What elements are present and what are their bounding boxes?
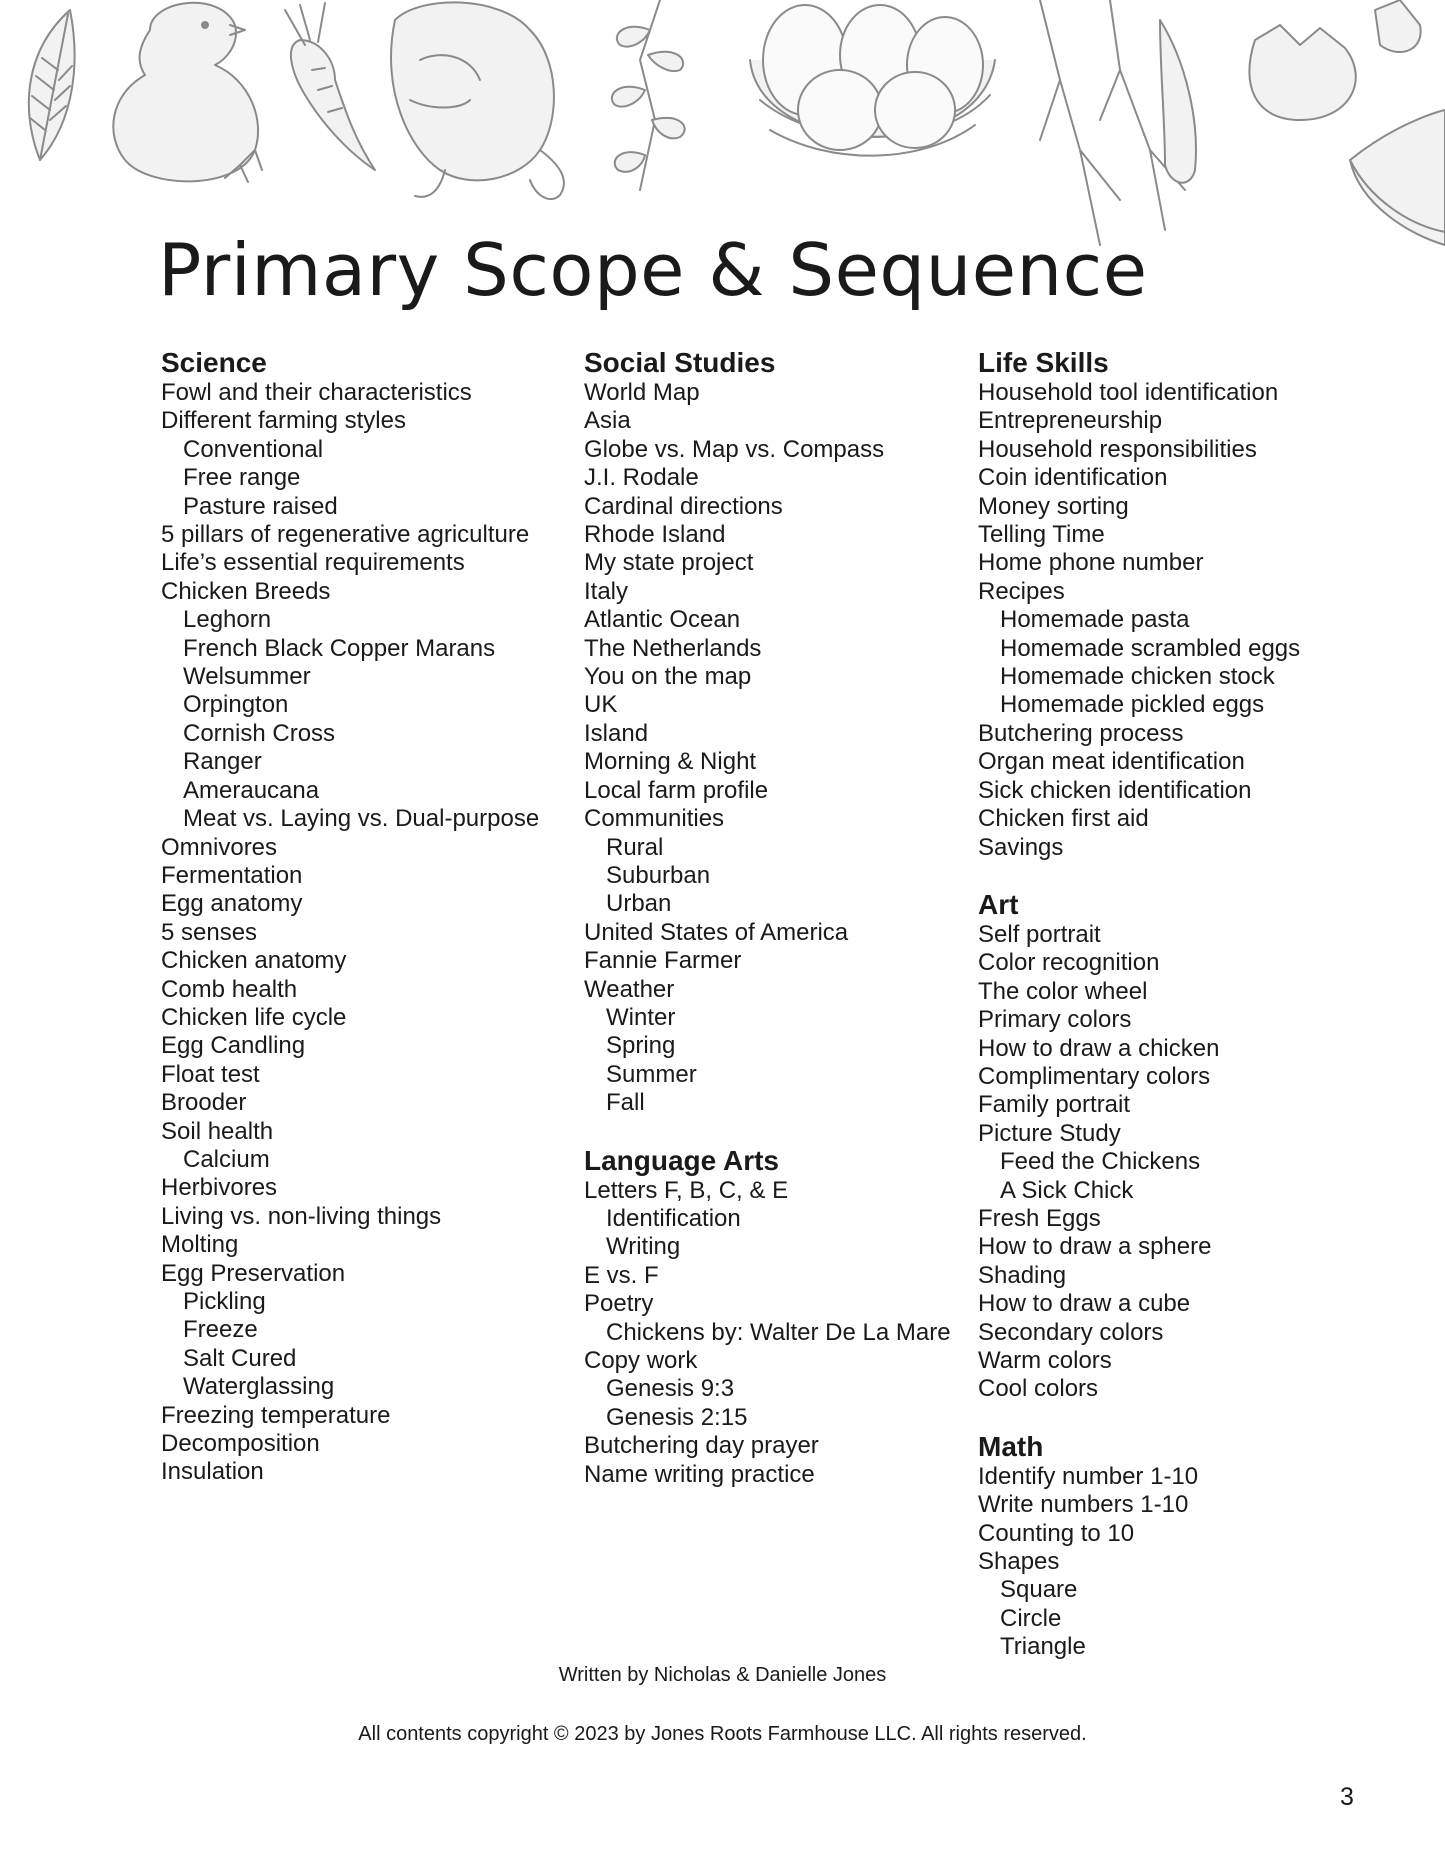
subtopic-item: Fall — [606, 1089, 645, 1117]
topic-item: Herbivores — [161, 1174, 278, 1202]
subtopic-item: Genesis 9:3 — [606, 1375, 735, 1403]
topic-item: Rhode Island — [584, 521, 726, 549]
topic-item: Primary colors — [978, 1006, 1132, 1034]
subtopic-item: Rural — [606, 833, 664, 861]
topic-item: Different farming styles — [161, 407, 406, 435]
topic-item: Recipes — [978, 577, 1065, 605]
topic-item: Chicken anatomy — [161, 947, 347, 975]
topic-item: Molting — [161, 1231, 239, 1259]
subtopic-item: Calcium — [183, 1145, 270, 1173]
topic-list — [584, 379, 974, 1118]
topic-item: Counting to 10 — [978, 1519, 1135, 1547]
subtopic-item: Urban — [606, 890, 672, 918]
topic-item: Savings — [978, 833, 1064, 861]
topic-item: Living vs. non-living things — [161, 1202, 442, 1230]
column-3 — [978, 348, 1378, 1690]
topic-item: E vs. F — [584, 1261, 659, 1289]
topic-item: Telling Time — [978, 521, 1105, 549]
section-heading: Art — [978, 888, 1019, 920]
topic-item: The Netherlands — [584, 634, 762, 662]
cracked-egg-icon — [1249, 0, 1420, 120]
topic-item: Chicken first aid — [978, 805, 1149, 833]
topic-list — [584, 1177, 974, 1489]
topic-item: United States of America — [584, 918, 849, 946]
topic-list — [161, 379, 581, 1487]
section-life-skills — [978, 348, 1378, 862]
topic-item: 5 pillars of regenerative agriculture — [161, 521, 530, 549]
subtopic-item: Winter — [606, 1003, 676, 1031]
topic-item: Sick chicken identification — [978, 776, 1252, 804]
section-heading: Science — [161, 347, 267, 378]
authors-credit: Written by Nicholas & Danielle Jones — [558, 1664, 887, 1686]
section-heading: Life Skills — [978, 347, 1109, 378]
topic-list — [978, 379, 1378, 862]
subtopic-item: Spring — [606, 1032, 676, 1060]
topic-item: UK — [584, 691, 618, 719]
subtopic-item: Homemade pickled eggs — [1000, 691, 1265, 719]
topic-item: Poetry — [584, 1290, 654, 1318]
topic-item: Organ meat identification — [978, 748, 1245, 776]
chick-icon — [113, 3, 262, 182]
section-art — [978, 890, 1378, 1404]
topic-item: Self portrait — [978, 920, 1101, 948]
topic-item: Insulation — [161, 1458, 264, 1486]
copyright-notice: All contents copyright © 2023 by Jones Roots Farmhouse LLC. All rights reserved. — [358, 1723, 1087, 1745]
subtopic-item: Cornish Cross — [183, 719, 336, 747]
subtopic-item: Pasture raised — [183, 492, 338, 520]
topic-item: Soil health — [161, 1117, 274, 1145]
topic-item: Cool colors — [978, 1375, 1099, 1403]
section-heading: Social Studies — [584, 347, 776, 378]
subtopic-item: Free range — [183, 464, 301, 492]
section-language-arts — [584, 1146, 974, 1489]
subtopic-item: Triangle — [1000, 1633, 1086, 1661]
topic-item: Egg Candling — [161, 1032, 306, 1060]
subtopic-item: Orpington — [183, 691, 289, 719]
topic-item: Freezing temperature — [161, 1401, 391, 1429]
topic-item: Cardinal directions — [584, 492, 783, 520]
topic-item: Comb health — [161, 975, 298, 1003]
section-heading: Math — [978, 1430, 1044, 1462]
subtopic-item: Pickling — [183, 1288, 266, 1315]
topic-item: Asia — [584, 407, 631, 435]
topic-item: Name writing practice — [584, 1460, 815, 1488]
topic-item: Float test — [161, 1060, 260, 1088]
subtopic-item: Freeze — [183, 1316, 258, 1344]
topic-item: Morning & Night — [584, 748, 757, 776]
subtopic-item: Ranger — [183, 748, 262, 776]
topic-item: Money sorting — [978, 492, 1129, 520]
subtopic-item: French Black Copper Marans — [183, 634, 496, 662]
subtopic-item: Conventional — [183, 435, 324, 463]
subtopic-item: Meat vs. Laying vs. Dual-purpose — [183, 805, 540, 833]
subtopic-item: Chickens by: Walter De La Mare — [606, 1318, 951, 1346]
subtopic-item: Genesis 2:15 — [606, 1403, 748, 1431]
subtopic-item: Salt Cured — [183, 1344, 297, 1372]
subtopic-item: Square — [1000, 1576, 1078, 1604]
subtopic-item: Writing — [606, 1233, 681, 1261]
subtopic-item: Suburban — [606, 861, 711, 889]
topic-item: Shading — [978, 1261, 1067, 1289]
topic-item: Island — [584, 719, 649, 747]
topic-item: Chicken life cycle — [161, 1003, 347, 1031]
topic-item: Omnivores — [161, 833, 278, 861]
carrot-icon — [285, 3, 375, 170]
topic-item: Life’s essential requirements — [161, 549, 465, 577]
page-title: Primary Scope & Sequence — [158, 228, 1148, 312]
section-social-studies — [584, 348, 974, 1118]
topic-item: Egg anatomy — [161, 890, 303, 918]
topic-item: Globe vs. Map vs. Compass — [584, 435, 885, 463]
subtopic-item: A Sick Chick — [1000, 1176, 1134, 1204]
topic-item: Fowl and their characteristics — [161, 379, 472, 406]
topic-item: Decomposition — [161, 1430, 320, 1458]
whole-chicken-icon — [391, 2, 564, 199]
topic-item: Butchering day prayer — [584, 1432, 819, 1460]
topic-item: You on the map — [584, 663, 752, 691]
column-1 — [161, 348, 581, 1515]
topic-item: Atlantic Ocean — [584, 606, 741, 634]
subtopic-item: Welsummer — [183, 663, 311, 691]
subtopic-item: Waterglassing — [183, 1373, 335, 1401]
egg-nest-icon — [750, 5, 995, 156]
topic-item: Coin identification — [978, 464, 1168, 492]
topic-item: Color recognition — [978, 949, 1160, 977]
bowl-icon — [1350, 110, 1445, 245]
topic-item: How to draw a sphere — [978, 1233, 1212, 1261]
topic-item: Shapes — [978, 1548, 1060, 1576]
topic-item: My state project — [584, 549, 754, 577]
topic-item: Communities — [584, 805, 725, 833]
topic-item: Fresh Eggs — [978, 1204, 1101, 1232]
topic-item: Fermentation — [161, 861, 303, 889]
subtopic-item: Leghorn — [183, 606, 272, 634]
topic-item: Brooder — [161, 1089, 247, 1117]
topic-item: World Map — [584, 379, 700, 406]
subtopic-item: Summer — [606, 1060, 697, 1088]
topic-item: How to draw a cube — [978, 1290, 1191, 1318]
subtopic-item: Homemade pasta — [1000, 606, 1190, 634]
topic-item: Secondary colors — [978, 1318, 1164, 1346]
topic-item: 5 senses — [161, 918, 258, 946]
section-math — [978, 1432, 1378, 1662]
subtopic-item: Feed the Chickens — [1000, 1148, 1201, 1176]
topic-item: How to draw a chicken — [978, 1034, 1220, 1062]
page-number: 3 — [1340, 1783, 1354, 1811]
topic-item: J.I. Rodale — [584, 464, 699, 492]
topic-item: Write numbers 1-10 — [978, 1491, 1189, 1519]
subtopic-item: Homemade scrambled eggs — [1000, 634, 1301, 662]
topic-item: Identify number 1-10 — [978, 1462, 1199, 1490]
herb-sprig-icon — [612, 0, 685, 190]
section-heading: Language Arts — [584, 1144, 779, 1176]
topic-item: Weather — [584, 975, 675, 1003]
topic-item: Picture Study — [978, 1119, 1121, 1147]
topic-item: Entrepreneurship — [978, 407, 1163, 435]
topic-item: Fannie Farmer — [584, 947, 742, 975]
subtopic-item: Homemade chicken stock — [1000, 663, 1275, 691]
feather-icon — [29, 10, 75, 160]
topic-item: Local farm profile — [584, 776, 769, 804]
subtopic-item: Identification — [606, 1204, 741, 1232]
chicken-feet-icon — [1040, 0, 1196, 245]
topic-item: Chicken Breeds — [161, 577, 331, 605]
section-science — [161, 348, 581, 1487]
topic-item: The color wheel — [978, 977, 1148, 1005]
topic-item: Family portrait — [978, 1091, 1131, 1119]
subtopic-item: Circle — [1000, 1604, 1062, 1632]
topic-item: Letters F, B, C, & E — [584, 1176, 789, 1204]
topic-list — [978, 921, 1378, 1404]
topic-item: Warm colors — [978, 1347, 1112, 1374]
topic-item: Household tool identification — [978, 379, 1279, 406]
topic-item: Home phone number — [978, 549, 1204, 577]
subtopic-item: Ameraucana — [183, 776, 320, 804]
topic-item: Butchering process — [978, 719, 1184, 747]
topic-item: Complimentary colors — [978, 1062, 1211, 1090]
topic-item: Italy — [584, 577, 629, 605]
topic-item: Copy work — [584, 1347, 698, 1374]
topic-list — [978, 1463, 1378, 1662]
column-2 — [584, 348, 974, 1517]
topic-item: Egg Preservation — [161, 1259, 346, 1287]
topic-item: Household responsibilities — [978, 435, 1257, 463]
